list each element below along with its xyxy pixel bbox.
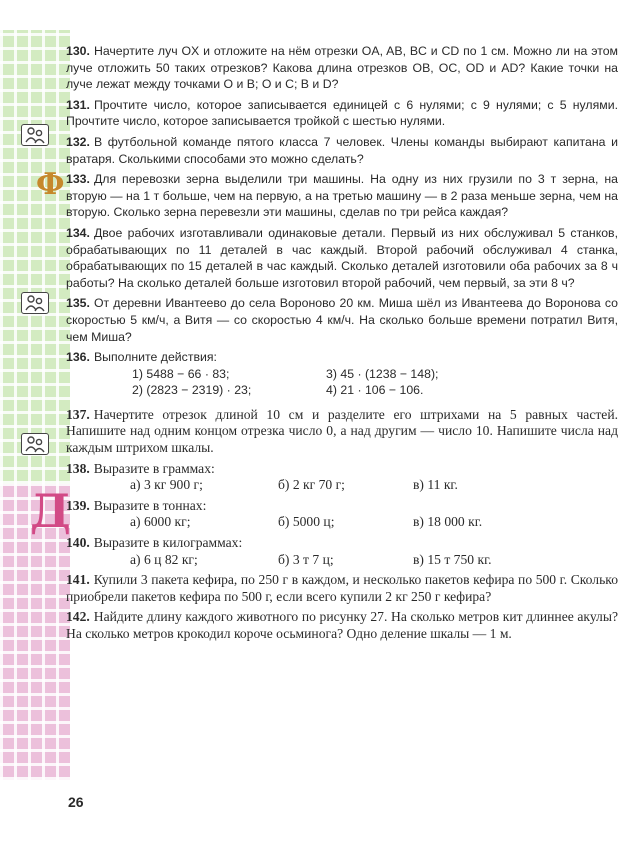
problem-number: 133. <box>66 172 90 187</box>
problem-139 <box>66 498 618 515</box>
problem-number: 136. <box>66 350 90 365</box>
problem-number: 137. <box>66 406 90 422</box>
problem-text: Двое рабочих изготавливали одинаковые детали. Первый из них обслуживал 5 станков, обрабатывающих по 11 деталей в час каждый. Второй рабочий обслуживал 4 станка, обрабатывающих по 15 деталей в час каждый. Сколько деталей изготовили оба рабочих за 8 ч работы? На сколько деталей больше изготовил второй рабочий, чем первый, за эти 8 ч? <box>66 225 618 290</box>
problem-140 <box>66 535 618 552</box>
problem-137 <box>66 407 618 457</box>
problem-number: 132. <box>66 134 90 149</box>
page-number: 26 <box>68 794 84 810</box>
problem-number: 131. <box>66 97 90 112</box>
list-item: б) 3 т 7 ц; <box>278 551 334 567</box>
phi-margin-mark: Ф <box>36 167 65 202</box>
list-item: а) 6 ц 82 кг; <box>130 551 198 567</box>
list-item: 3) 45 · (1238 − 148); <box>326 366 439 381</box>
pair-work-icon <box>21 124 49 146</box>
problem-number: 134. <box>66 225 90 240</box>
list-item: в) 15 т 750 кг. <box>413 551 492 567</box>
de-margin-mark: Д <box>30 484 71 538</box>
problem-text: Начертите отрезок длиной 10 см и разделите его штрихами на 5 равных частей. Напишите над одним концом отрезка число 0, а над другим — число 10. Напишите числа над каждым штрихом шкалы. <box>66 406 618 456</box>
problem-number: 140. <box>66 535 90 551</box>
list-item: б) 2 кг 70 г; <box>278 477 345 493</box>
problem-136-items <box>66 366 618 399</box>
problem-number: 139. <box>66 497 90 513</box>
problem-142 <box>66 609 618 642</box>
problem-text: В футбольной команде пятого класса 7 человек. Члены команды выбирают капитана и вратаря. Сколькими способами это можно сделать? <box>66 134 618 166</box>
list-item: а) 3 кг 900 г; <box>130 477 203 493</box>
problem-number: 135. <box>66 296 90 311</box>
problem-138-items <box>66 477 618 494</box>
list-item: 1) 5488 − 66 · 83; <box>132 366 230 381</box>
page-content <box>66 43 618 647</box>
list-item: в) 11 кг. <box>413 477 458 493</box>
problem-text: Найдите длину каждого животного по рисунку 27. На сколько метров кит длиннее акулы? На сколько метров крокодил короче осьминога? Одно деление шкалы — 1 м. <box>66 609 618 641</box>
problem-number: 138. <box>66 460 90 476</box>
pair-work-icon <box>21 433 49 455</box>
problem-141 <box>66 572 618 605</box>
problem-number: 142. <box>66 609 90 625</box>
problem-text: От деревни Ивантеево до села Вороново 20 км. Миша шёл из Ивантеева до Воронова со скоростью 5 км/ч, а Витя — со скоростью 4 км/ч. На сколько больше времени потратил Витя, чем Миша? <box>66 296 618 344</box>
problem-135 <box>66 295 618 345</box>
list-item: б) 5000 ц; <box>278 514 335 530</box>
list-item: 4) 21 · 106 − 106. <box>326 383 424 398</box>
problem-132 <box>66 134 618 167</box>
problem-131 <box>66 97 618 130</box>
list-item: 2) (2823 − 2319) · 23; <box>132 383 252 398</box>
margin-strip-green <box>0 30 70 484</box>
problem-130 <box>66 43 618 93</box>
problem-text: Выразите в тоннах: <box>93 497 207 513</box>
problem-number: 141. <box>66 572 90 588</box>
problem-text: Начертите луч OX и отложите на нём отрезки OA, AB, BC и CD по 1 см. Можно ли на этом луче отложить 50 таких отрезков? Какова длина отрезков OB, OC, OD и AD? Какие точки на луче лежат между точками O и B; O и C; B и D? <box>66 44 618 92</box>
problem-text: Прочтите число, которое записывается единицей с 6 нулями; с 9 нулями; с 5 нулями. Прочтите число, которое записывается тройкой с шестью нулями. <box>66 97 618 129</box>
list-item: в) 18 000 кг. <box>413 514 483 530</box>
problem-136 <box>66 349 618 366</box>
problem-number: 130. <box>66 44 90 58</box>
problem-text: Выполните действия: <box>93 350 217 365</box>
problem-text: Купили 3 пакета кефира, по 250 г в каждом, и несколько пакетов кефира по 500 г. Сколько приобрели пакетов кефира по 500 г, если всего купили 2 кг 250 г кефира? <box>66 572 618 604</box>
problem-text: Выразите в килограммах: <box>93 535 243 551</box>
problem-134 <box>66 225 618 291</box>
problem-133 <box>66 171 618 221</box>
problem-text: Выразите в граммах: <box>93 460 215 476</box>
pair-work-icon <box>21 292 49 314</box>
problem-text: Для перевозки зерна выделили три машины. На одну из них грузили по 3 т зерна, на вторую — на 1 т больше, чем на первую, а на третью машину — в 2 раза меньше зерна, чем на вторую. Сколько зерна перевезли эти машины, сделав по три рейса каждая? <box>66 172 618 220</box>
list-item: а) 6000 кг; <box>130 514 191 530</box>
problem-140-items <box>66 552 618 569</box>
problem-139-items <box>66 514 618 531</box>
problem-138 <box>66 461 618 478</box>
